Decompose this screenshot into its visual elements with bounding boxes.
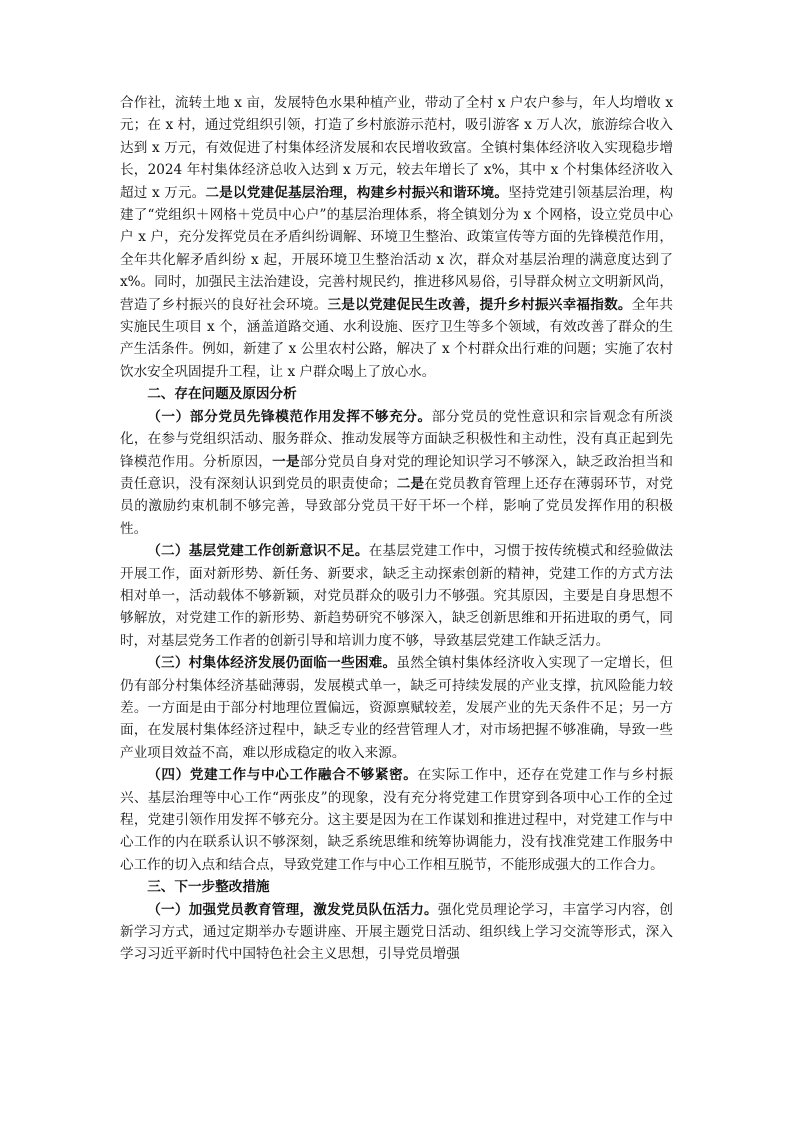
text-run: 在党员教育管理上还存在薄弱环节，对党员的激励约束机制不够完善，导致部分党员干好干坏一个样，影响了党员发挥作用的积极性。: [120, 475, 674, 537]
heading-text: 二、存在问题及原因分析: [147, 386, 297, 403]
text-run: 坚持党建引领基层治理，构建了“党组织＋网格＋党员中心户”的基层治理体系，将全镇划分为 x 个网格，设立党员中心户 x 户，充分发挥党员在矛盾纠纷调解、环境卫生整治、政策宣传等方面的先锋模范作用，全年共化解矛盾纠纷 x 起，开展环境卫生整治活动 x 次，群众对基层治理的满意度达到了 x%。同时，加强民主法治建设，完善村规民约，推进移风易俗，引导群众树立文明新风尚，营造了乡村振兴的良好社会环境。: [120, 184, 673, 313]
text-run: 在实际工作中，还存在党建工作与乡村振兴、基层治理等中心工作“两张皮”的现象，没有充分将党建工作贯穿到各项中心工作的全过程，党建引领作用发挥不够充分。这主要是因为在工作谋划和推进过程中，对党建工作与中心工作的内在联系认识不够深刻，缺乏系统思维和统筹协调能力，没有找准党建工作服务中心工作的切入点和结合点，导致党建工作与中心工作相互脱节，不能形成强大的工作合力。: [120, 767, 674, 873]
document-page: [120, 92, 673, 966]
paragraph-problem-4: [120, 764, 673, 876]
bold-run: （四）党建工作与中心工作融合不够紧密。: [147, 767, 418, 784]
paragraph-achievements: [120, 92, 673, 383]
text-run: 全年共实施民生项目 x 个，涵盖道路交通、水利设施、医疗卫生等多个领域，有效改善了群众的生产生活条件。例如，新建了 x 公里农村公路，解决了 x 个村群众出行难的问题；实施了农村饮水安全巩固提升工程，让 x 户群众喝上了放心水。: [120, 296, 674, 380]
text-run: 合作社，流转土地 x 亩，发展特色水果种植产业，带动了全村 x 户农户参与，年人均增收 x 元；在 x 村，通过党组织引领，打造了乡村旅游示范村，吸引游客 x 万人次，旅游综合收入达到 x 万元，有效促进了村集体经济发展和农民增收致富。全镇村集体经济收入实现稳步增长，2024 年村集体经济总收入达到 x 万元，较去年增长了 x%，其中 x 个村集体经济收入超过 x 万元。: [120, 95, 673, 201]
heading-text: 三、下一步整改措施: [147, 879, 270, 896]
bold-run: 三是以党建促民生改善，提升乡村振兴幸福指数。: [327, 296, 632, 313]
bold-run: （三）村集体经济发展仍面临一些困难。: [147, 655, 397, 672]
bold-run: （一）部分党员先锋模范作用发挥不够充分。: [147, 408, 432, 425]
bold-run: 二是以党建促基层治理，构建乡村振兴和谐环境。: [205, 184, 509, 201]
bold-run: （二）基层党建工作创新意识不足。: [147, 543, 369, 560]
text-run: 强化党员理论学习，丰富学习内容，创新学习方式，通过定期举办专题讲座、开展主题党日活动、组织线上学习交流等形式，深入学习习近平新时代中国特色社会主义思想，引导党员增强: [120, 901, 673, 963]
text-run: 部分党员的党性意识和宗旨观念有所淡化，在参与党组织活动、服务群众、推动发展等方面缺乏积极性和主动性，没有真正起到先锋模范作用。分析原因，: [120, 408, 674, 470]
text-run: 部分党员自身对党的理论知识学习不够深入，缺乏政治担当和责任意识，没有深刻认识到党员的职责使命；: [120, 453, 674, 492]
bold-run: 二是: [396, 475, 425, 492]
paragraph-problem-3: [120, 652, 673, 764]
section-heading-problems: [120, 383, 673, 405]
paragraph-problem-2: [120, 540, 673, 652]
paragraph-problem-1: [120, 406, 673, 540]
bold-run: 一是: [272, 453, 300, 470]
text-run: 虽然全镇村集体经济收入实现了一定增长，但仍有部分村集体经济基础薄弱，发展模式单一，缺乏可持续发展的产业支撑，抗风险能力较差。一方面是由于部分村地理位置偏远，资源禀赋较差，发展产业的先天条件不足；另一方面，在发展村集体经济过程中，缺乏专业的经营管理人才，对市场把握不够准确，导致一些产业项目效益不高，难以形成稳定的收入来源。: [120, 655, 673, 761]
section-heading-measures: [120, 876, 673, 898]
text-run: 在基层党建工作中，习惯于按传统模式和经验做法开展工作，面对新形势、新任务、新要求，缺乏主动探索创新的精神，党建工作的方式方法相对单一，活动载体不够新颖，对党员群众的吸引力不够强。究其原因，主要是自身思想不够解放，对党建工作的新形势、新趋势研究不够深入，缺乏创新思维和开拓进取的勇气，同时，对基层党务工作者的创新引导和培训力度不够，导致基层党建工作缺乏活力。: [120, 543, 673, 649]
paragraph-measure-1: [120, 899, 673, 966]
bold-run: （一）加强党员教育管理，激发党员队伍活力。: [147, 901, 438, 918]
